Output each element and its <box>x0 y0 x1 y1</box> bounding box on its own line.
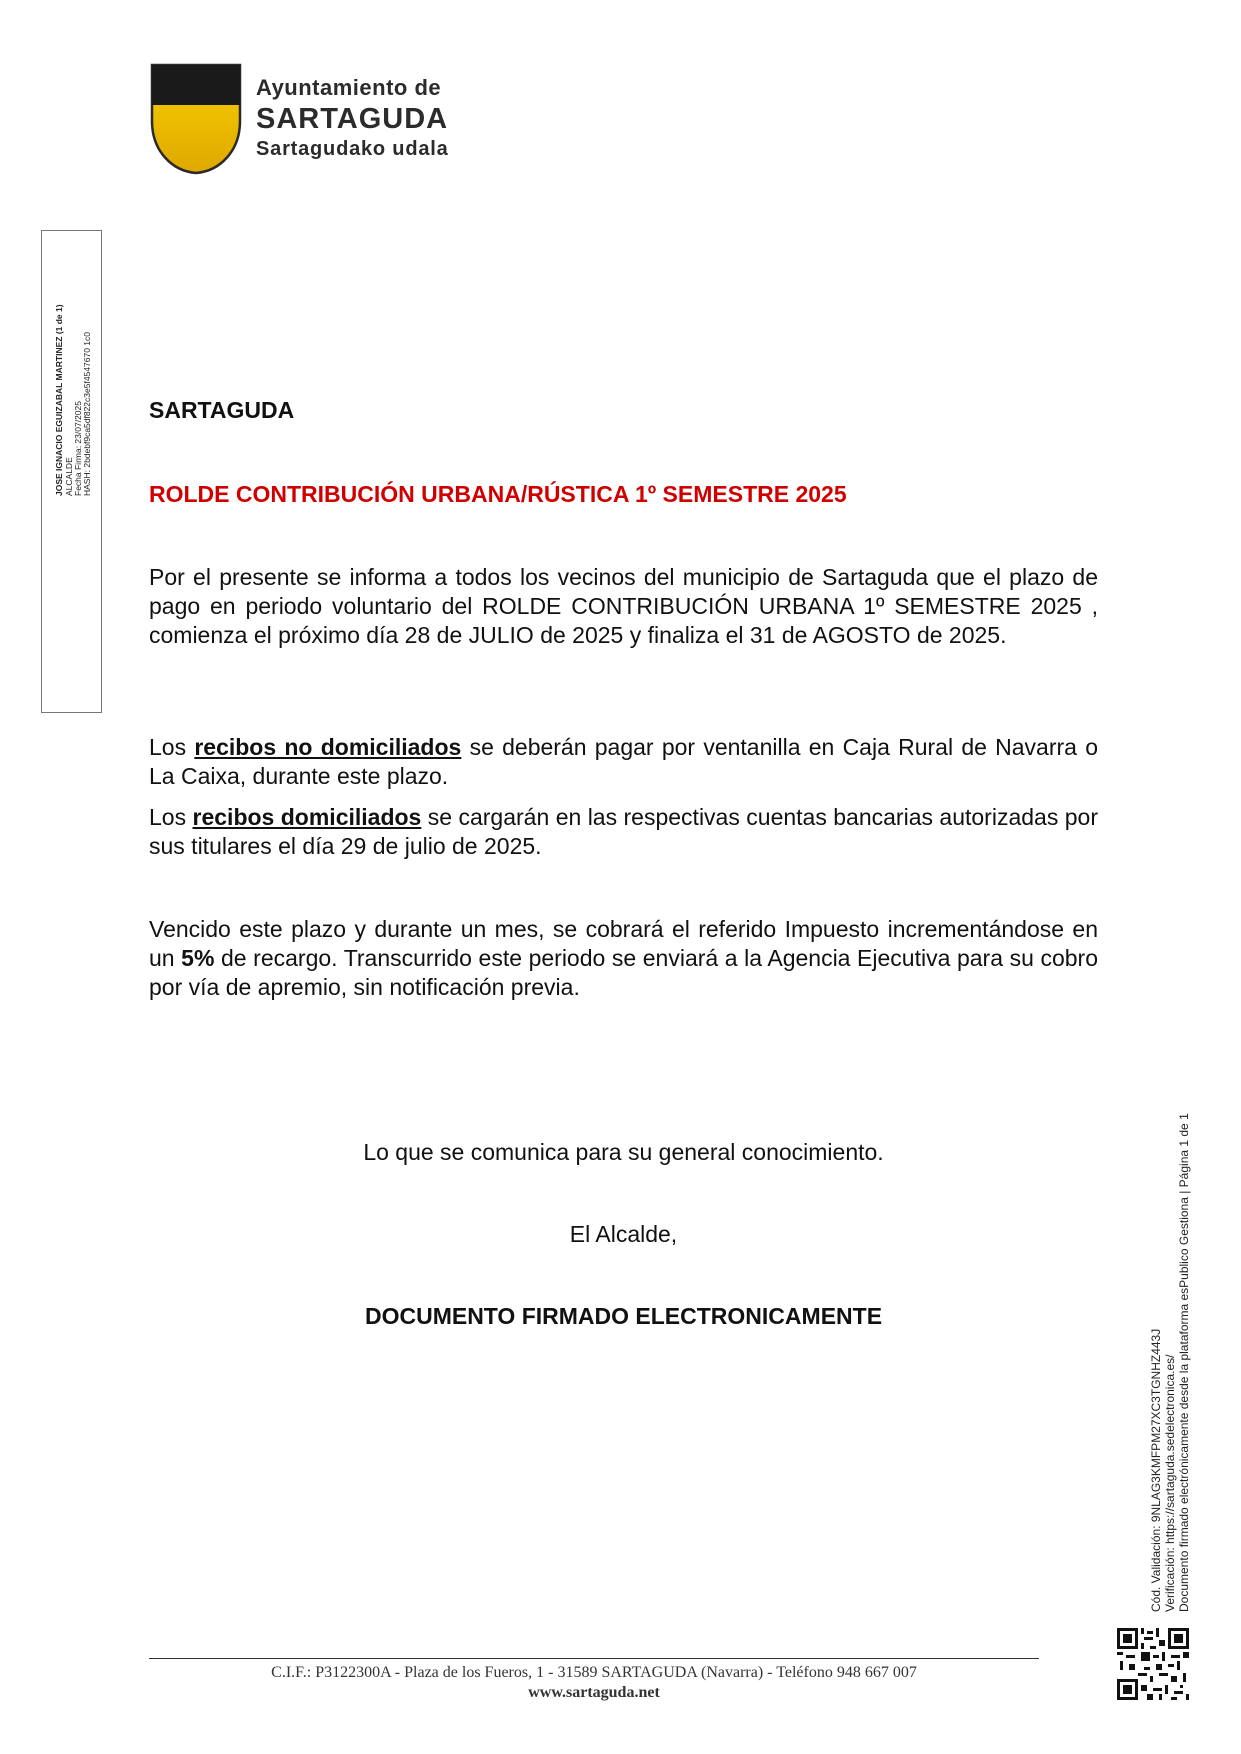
p2-text-post: se deberán pagar por ventanilla en Caja Rural de Navarra o La Caixa, durante este plazo. <box>149 734 1098 789</box>
paragraph-surcharge <box>149 915 1098 1002</box>
logo-wordmark <box>256 74 449 162</box>
paragraph-payment-period: Por el presente se informa a todos los vecinos del municipio de Sartaguda que el plazo de pago en periodo voluntario del ROLDE CONTRIBUCIÓN URBANA 1º SEMESTRE 2025 , comienza el próximo día 28 de JULIO de 2025 y finaliza el 31 de AGOSTO de 2025. <box>149 564 1098 648</box>
p3-text-pre: Los <box>149 804 193 830</box>
footer-cif: P3122300A <box>315 1664 391 1681</box>
p4-text-post: de recargo. Transcurrido este periodo se enviará a la Agencia Ejecutiva para su cobro por vía de apremio, sin notificación previa. <box>149 945 1098 1000</box>
p2-text-pre: Los <box>149 734 195 760</box>
p3-emphasis: recibos domiciliados <box>192 804 422 830</box>
signature-date: Fecha Firma: 23/07/2025 <box>73 401 83 496</box>
logo-line-2: SARTAGUDA <box>256 103 449 135</box>
footer-cif-label: C.I.F.: <box>271 1664 316 1681</box>
platform-note: Documento firmado electrónicamente desde la plataforma esPublico Gestiona | Página 1 de 1 <box>1177 1113 1191 1612</box>
qr-code-icon <box>1117 1628 1189 1700</box>
footer-postal: 31589 SARTAGUDA <box>557 1664 697 1681</box>
signature-stamp-box <box>41 230 102 713</box>
footer-region: (Navarra) <box>696 1664 764 1681</box>
closing-line: Lo que se comunica para su general conocimiento. <box>363 1139 884 1165</box>
p3-text-post: se cargarán en las respectivas cuentas bancarias autorizadas por sus titulares el día 29 de julio de 2025. <box>149 804 1098 859</box>
logo-line-1: Ayuntamiento de <box>256 75 442 100</box>
logo-line-3: Sartagudako udala <box>256 138 449 160</box>
footer-divider <box>149 1658 1039 1659</box>
validation-code: Cód. Validación: 9NLAG3KMFPM27XC3TGNHZ443J <box>1149 1328 1163 1612</box>
signer-role: ALCALDE <box>64 457 74 496</box>
footer-phone: Teléfono 948 667 007 <box>776 1664 917 1681</box>
p4-text-pre: Vencido este plazo y durante un mes, se cobrará el referido Impuesto incrementándose en un <box>149 916 1098 971</box>
p2-emphasis: recibos no domiciliados <box>194 734 462 760</box>
document-title: ROLDE CONTRIBUCIÓN URBANA/RÚSTICA 1º SEMESTRE 2025 <box>149 481 847 507</box>
p4-emphasis: 5% <box>181 945 215 971</box>
footer-separator: - <box>544 1664 558 1681</box>
footer-separator: - <box>763 1664 777 1681</box>
signoff-line: El Alcalde, <box>569 1221 678 1247</box>
footer-separator: - <box>390 1664 405 1681</box>
municipal-shield-logo <box>150 63 242 175</box>
town-heading: SARTAGUDA <box>149 397 295 423</box>
signature-hash: HASH: 2bdebf9ca5df822c3e5f4547670 1c0 <box>82 332 92 496</box>
signed-electronically: DOCUMENTO FIRMADO ELECTRONICAMENTE <box>364 1303 883 1329</box>
paragraph-domiciled <box>149 803 1098 861</box>
footer-address: Plaza de los Fueros, 1 <box>404 1664 545 1681</box>
footer-website[interactable]: www.sartaguda.net <box>528 1684 660 1701</box>
signer-name: JOSE IGNACIO EGUIZABAL MARTINEZ (1 de 1) <box>54 304 64 496</box>
footer-address-line <box>149 1664 1039 1682</box>
paragraph-non-domiciled <box>149 733 1098 791</box>
verification-url[interactable]: Verificación: https://sartaguda.sedelectronica.es/ <box>1163 1354 1177 1612</box>
